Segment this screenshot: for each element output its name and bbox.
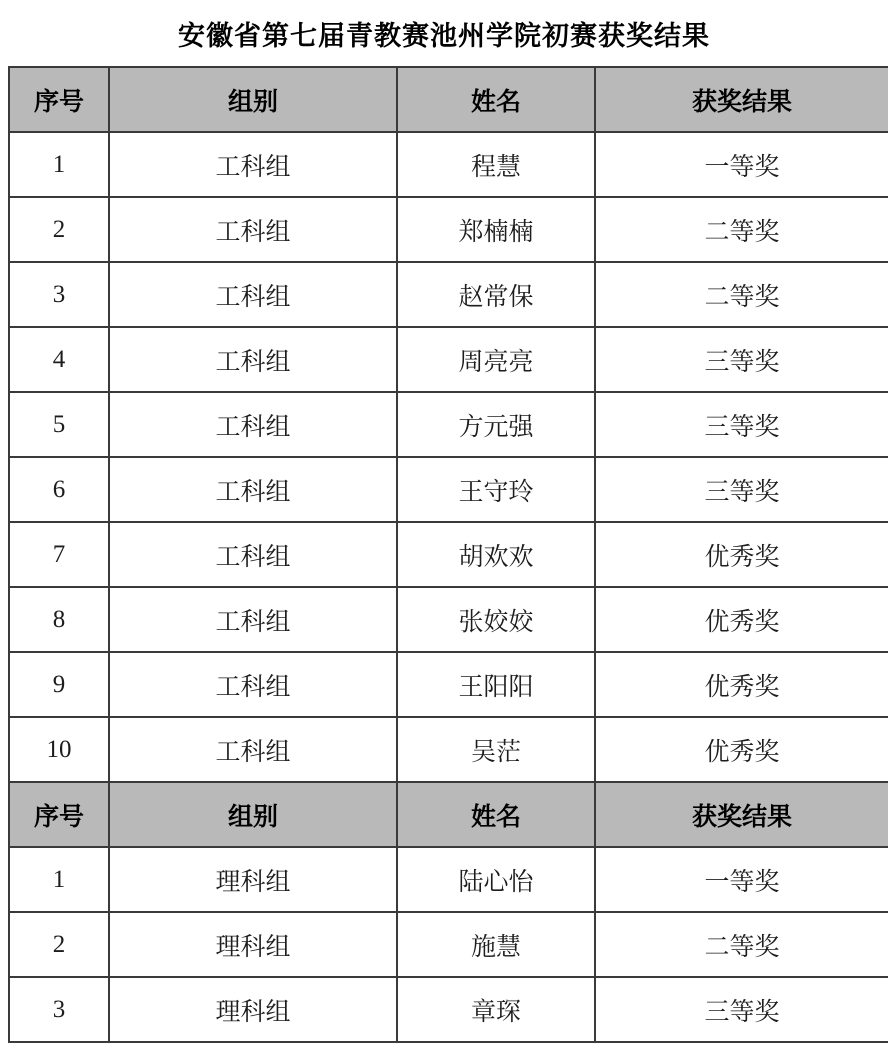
- cell-index: 3: [9, 977, 109, 1042]
- cell-index: 10: [9, 717, 109, 782]
- column-header-result: 获奖结果: [595, 67, 888, 132]
- cell-result: 优秀奖: [595, 587, 888, 652]
- cell-index: 4: [9, 327, 109, 392]
- table-header-row: [9, 782, 888, 847]
- document-page: [0, 14, 888, 1043]
- cell-name: 方元强: [397, 392, 595, 457]
- cell-name: 赵常保: [397, 262, 595, 327]
- cell-result: 一等奖: [595, 847, 888, 912]
- cell-name: 张姣姣: [397, 587, 595, 652]
- table-row: [9, 327, 888, 392]
- cell-result: 二等奖: [595, 262, 888, 327]
- cell-name: 王守玲: [397, 457, 595, 522]
- table-row: [9, 457, 888, 522]
- cell-name: 吴茫: [397, 717, 595, 782]
- table-row: [9, 392, 888, 457]
- cell-name: 陆心怡: [397, 847, 595, 912]
- cell-group: 工科组: [109, 392, 397, 457]
- table-row: [9, 587, 888, 652]
- column-header-name: 姓名: [397, 782, 595, 847]
- cell-result: 三等奖: [595, 977, 888, 1042]
- cell-group: 理科组: [109, 912, 397, 977]
- cell-group: 工科组: [109, 327, 397, 392]
- cell-result: 二等奖: [595, 197, 888, 262]
- cell-name: 章琛: [397, 977, 595, 1042]
- cell-group: 工科组: [109, 717, 397, 782]
- table-row: [9, 977, 888, 1042]
- table-row: [9, 132, 888, 197]
- cell-name: 周亮亮: [397, 327, 595, 392]
- cell-index: 9: [9, 652, 109, 717]
- cell-index: 3: [9, 262, 109, 327]
- cell-result: 三等奖: [595, 327, 888, 392]
- cell-group: 工科组: [109, 522, 397, 587]
- cell-group: 工科组: [109, 262, 397, 327]
- cell-result: 三等奖: [595, 457, 888, 522]
- table-row: [9, 197, 888, 262]
- cell-index: 7: [9, 522, 109, 587]
- cell-result: 一等奖: [595, 132, 888, 197]
- column-header-index: 序号: [9, 67, 109, 132]
- cell-name: 胡欢欢: [397, 522, 595, 587]
- table-row: [9, 652, 888, 717]
- column-header-result: 获奖结果: [595, 782, 888, 847]
- cell-group: 工科组: [109, 652, 397, 717]
- column-header-index: 序号: [9, 782, 109, 847]
- column-header-name: 姓名: [397, 67, 595, 132]
- cell-result: 优秀奖: [595, 522, 888, 587]
- cell-index: 2: [9, 197, 109, 262]
- cell-group: 工科组: [109, 587, 397, 652]
- cell-group: 理科组: [109, 847, 397, 912]
- cell-group: 理科组: [109, 977, 397, 1042]
- table-header-row: [9, 67, 888, 132]
- table-row: [9, 262, 888, 327]
- cell-result: 二等奖: [595, 912, 888, 977]
- table-row: [9, 847, 888, 912]
- cell-group: 工科组: [109, 132, 397, 197]
- cell-result: 优秀奖: [595, 717, 888, 782]
- cell-group: 工科组: [109, 197, 397, 262]
- table-row: [9, 522, 888, 587]
- page-title: 安徽省第七届青教赛池州学院初赛获奖结果: [178, 21, 710, 51]
- cell-index: 8: [9, 587, 109, 652]
- cell-result: 三等奖: [595, 392, 888, 457]
- column-header-group: 组别: [109, 782, 397, 847]
- column-header-group: 组别: [109, 67, 397, 132]
- table-row: [9, 912, 888, 977]
- cell-name: 王阳阳: [397, 652, 595, 717]
- cell-index: 5: [9, 392, 109, 457]
- cell-index: 2: [9, 912, 109, 977]
- cell-group: 工科组: [109, 457, 397, 522]
- table-row: [9, 717, 888, 782]
- cell-index: 6: [9, 457, 109, 522]
- award-results-table: [8, 66, 888, 1043]
- cell-result: 优秀奖: [595, 652, 888, 717]
- cell-index: 1: [9, 847, 109, 912]
- cell-name: 施慧: [397, 912, 595, 977]
- cell-index: 1: [9, 132, 109, 197]
- cell-name: 郑楠楠: [397, 197, 595, 262]
- cell-name: 程慧: [397, 132, 595, 197]
